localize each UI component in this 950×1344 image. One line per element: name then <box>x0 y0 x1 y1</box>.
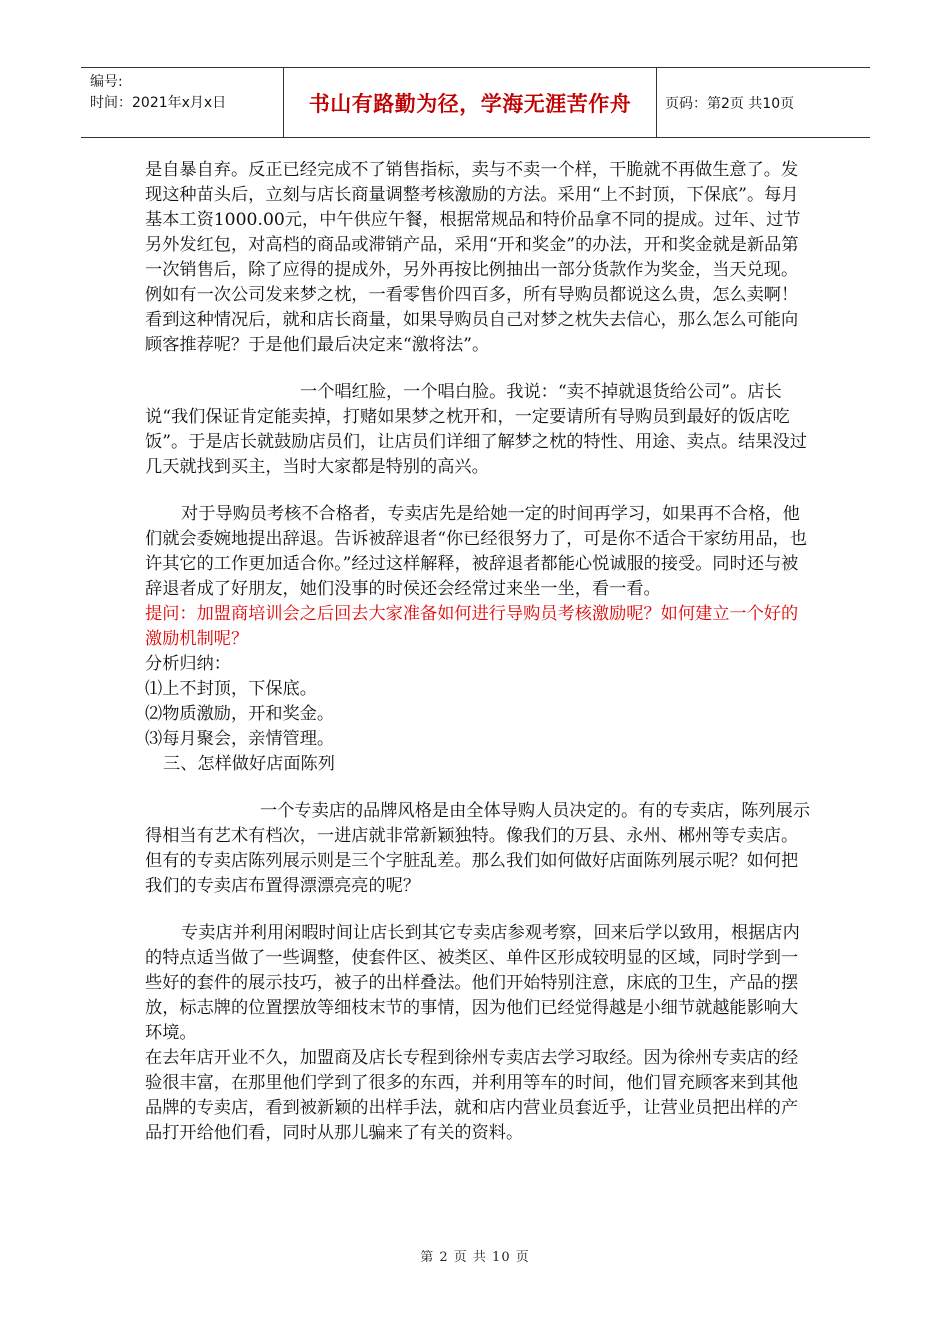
page-footer: 第 2 页 共 10 页 <box>420 1250 530 1265</box>
summary-item-1: ⑴上不封顶，下保底。 <box>145 679 317 699</box>
question-text: 提问：加盟商培训会之后回去大家准备如何进行导购员考核激励呢？如何建立一个好的激励机制呢？ <box>145 604 799 649</box>
header-meta <box>81 68 284 137</box>
time-label: 时间：2021年x月x日 <box>90 95 227 111</box>
paragraph-5: 专卖店并利用闲暇时间让店长到其它专卖店参观考察，回来后学以致用，根据店内的特点适当做了一些调整，使套件区、被类区、单件区形成较明显的区域，同时学到一些好的套件的展示技巧，被子的出样叠法。他们开始特别注意，床底的卫生，产品的摆放，标志牌的位置摆放等细枝末节的事情，因为他们已经觉得越是小细节就越能影响大环境。 <box>145 923 800 1043</box>
paragraph-2: 一个唱红脸，一个唱白脸。我说：“卖不掉就退货给公司”。店长说“我们保证肯定能卖掉，打赌如果梦之枕开和，一定要请所有导购员到最好的饭店吃饭”。于是店长就鼓励店员们，让店员们详细了解梦之枕的特性、用途、卖点。结果没过几天就找到买主，当时大家都是特别的高兴。 <box>145 382 807 477</box>
page-header <box>81 67 870 138</box>
summary-item-3: ⑶每月聚会，亲情管理。 <box>145 729 335 749</box>
document-body <box>145 158 815 1146</box>
section-heading: 三、怎样做好店面陈列 <box>163 754 335 774</box>
summary-label: 分析归纳： <box>145 654 231 674</box>
paragraph-6: 在去年店开业不久，加盟商及店长专程到徐州专卖店去学习取经。因为徐州专卖店的经验很丰富，在那里他们学到了很多的东西，并利用等车的时间，他们冒充顾客来到其他品牌的专卖店，看到被新颖的出样手法，就和店内营业员套近乎，让营业员把出样的产品打开给他们看，同时从那儿骗来了有关的资料。 <box>145 1048 799 1143</box>
paragraph-3: 对于导购员考核不合格者，专卖店先是给她一定的时间再学习，如果再不合格，他们就会委婉地提出辞退。告诉被辞退者“你已经很努力了，可是你不适合干家纺用品，也许其它的工作更加适合你。”经过这样解释，被辞退者都能心悦诚服的接受。同时还与被辞退者成了好朋友，她们没事的时侯还会经常过来坐一坐，看一看。 <box>145 504 807 599</box>
header-page-info: 页码：第2页 共10页 <box>665 95 795 112</box>
header-motto: 书山有路勤为径，学海无涯苦作舟 <box>284 68 657 137</box>
summary-item-2: ⑵物质激励，开和奖金。 <box>145 704 335 724</box>
number-label: 编号: <box>90 74 123 90</box>
paragraph-1: 是自暴自弃。反正已经完成不了销售指标，卖与不卖一个样，干脆就不再做生意了。发现这种苗头后，立刻与店长商量调整考核激励的方法。采用“上不封顶，下保底”。每月基本工资1000.00元，中午供应午餐，根据常规品和特价品拿不同的提成。过年、过节另外发红包，对高档的商品或滞销产品，采用“开和奖金”的办法，开和奖金就是新品第一次销售后，除了应得的提成外，另外再按比例抽出一部分货款作为奖金，当天兑现。例如有一次公司发来梦之枕，一看零售价四百多，所有导购员都说这么贵，怎么卖啊！看到这种情况后，就和店长商量，如果导购员自己对梦之枕失去信心，那么怎么可能向顾客推荐呢？于是他们最后决定来“激将法”。 <box>145 160 801 355</box>
paragraph-4: 一个专卖店的品牌风格是由全体导购人员决定的。有的专卖店，陈列展示得相当有艺术有档次，一进店就非常新颖独特。像我们的万县、永州、郴州等专卖店。但有的专卖店陈列展示则是三个字脏乱差。那么我们如何做好店面陈列展示呢？如何把我们的专卖店布置得漂漂亮亮的呢？ <box>145 801 811 896</box>
